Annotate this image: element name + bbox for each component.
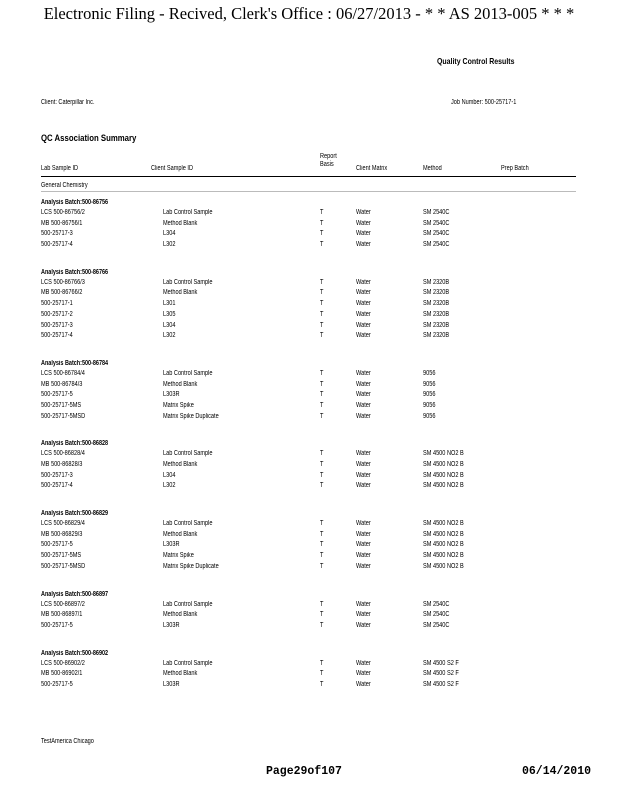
report-basis-cell: T: [320, 278, 324, 286]
report-basis-cell: T: [320, 310, 324, 318]
lab-sample-id-cell: 500-25717-1: [41, 300, 73, 308]
client-sample-id-cell: L304: [163, 471, 176, 479]
client-matrix-cell: Water: [356, 552, 371, 560]
client-sample-id-cell: Lab Control Sample: [163, 450, 213, 458]
report-basis-cell: T: [320, 530, 324, 538]
report-basis-cell: T: [320, 230, 324, 238]
client-matrix-cell: Water: [356, 670, 371, 678]
table-row: [0, 680, 618, 691]
method-cell: SM 4500 NO2 B: [423, 482, 464, 490]
client-sample-id-cell: L304: [163, 230, 176, 238]
header-report-basis-line1: Report: [320, 153, 337, 160]
client-matrix-cell: Water: [356, 562, 371, 570]
method-cell: SM 2540C: [423, 241, 450, 249]
client-matrix-cell: Water: [356, 600, 371, 608]
report-basis-cell: T: [320, 369, 324, 377]
table-row: [0, 380, 618, 391]
method-cell: SM 2320B: [423, 321, 450, 329]
analysis-batch-title-text: Analysis Batch:500-86766: [41, 268, 109, 276]
client-matrix-cell: Water: [356, 461, 371, 468]
lab-sample-id-cell: 500-25717-5MSD: [41, 562, 86, 570]
analysis-batch-title: [0, 438, 618, 449]
lab-sample-id-cell: MB 500-86766/2: [41, 289, 83, 297]
method-cell: SM 2540C: [423, 611, 450, 619]
client-sample-id-cell: Matrix Spike Duplicate: [163, 412, 219, 420]
method-cell: SM 2540C: [423, 621, 450, 629]
method-cell: 9056: [423, 412, 436, 420]
lab-sample-id-cell: LCS 500-86756/2: [41, 209, 85, 216]
header-lab-sample-id: Lab Sample ID: [41, 165, 79, 172]
table-row: [0, 369, 618, 380]
lab-sample-id-cell: LCS 500-86784/4: [41, 369, 85, 377]
analysis-batch-title-text: Analysis Batch:500-86828: [41, 440, 109, 448]
table-row: [0, 412, 618, 423]
table-row: [0, 481, 618, 492]
lab-sample-id-cell: 500-25717-5MS: [41, 401, 82, 409]
client-matrix-cell: Water: [356, 611, 371, 619]
footer-lab-name: TestAmerica Chicago: [41, 738, 94, 745]
filing-banner: Electronic Filing - Recived, Clerk's Office : 06/27/2013 - * * AS 2013-005 * * *: [43, 4, 575, 23]
footer-page-number: Page29of107: [266, 765, 342, 778]
table-row: [0, 240, 618, 251]
client-sample-id-cell: L302: [163, 332, 176, 340]
client-matrix-cell: Water: [356, 401, 371, 409]
header-client-sample-id: Client Sample ID: [151, 165, 194, 172]
report-basis-cell: T: [320, 520, 324, 528]
method-cell: SM 4500 NO2 B: [423, 562, 464, 570]
header-rule: [41, 176, 576, 177]
analysis-batch-title-text: Analysis Batch:500-86784: [41, 359, 109, 367]
report-basis-cell: T: [320, 659, 324, 667]
lab-sample-id-cell: 500-25717-5: [41, 621, 73, 629]
client-matrix-cell: Water: [356, 471, 371, 479]
lab-sample-id-cell: 500-25717-4: [41, 332, 73, 340]
analysis-batch-title-text: Analysis Batch:500-86897: [41, 590, 109, 598]
table-row: [0, 321, 618, 332]
analysis-batch-title-text: Analysis Batch:500-86756: [41, 199, 109, 206]
lab-sample-id-cell: MB 500-86828/3: [41, 461, 83, 468]
table-row: [0, 278, 618, 289]
client-sample-id-cell: Matrix Spike: [163, 552, 194, 560]
table-row: [0, 669, 618, 680]
lab-sample-id-cell: LCS 500-86828/4: [41, 450, 85, 458]
report-basis-cell: T: [320, 300, 324, 308]
method-cell: SM 2320B: [423, 332, 450, 340]
report-basis-cell: T: [320, 321, 324, 329]
client-matrix-cell: Water: [356, 621, 371, 629]
report-basis-cell: T: [320, 621, 324, 629]
report-title: Quality Control Results: [437, 56, 515, 66]
client-sample-id-cell: Method Blank: [163, 289, 198, 297]
lab-sample-id-cell: MB 500-86784/3: [41, 380, 83, 388]
report-basis-cell: T: [320, 450, 324, 458]
method-cell: SM 2320B: [423, 300, 450, 308]
client-sample-id-cell: L303R: [163, 621, 180, 629]
report-basis-cell: T: [320, 401, 324, 409]
client-sample-id-cell: Lab Control Sample: [163, 369, 213, 377]
method-cell: SM 4500 NO2 B: [423, 541, 464, 549]
report-basis-cell: T: [320, 219, 324, 227]
table-row: [0, 610, 618, 621]
table-row: [0, 331, 618, 342]
table-row: [0, 288, 618, 299]
client-matrix-cell: Water: [356, 680, 371, 688]
analysis-batch: [0, 508, 618, 572]
client-sample-id-cell: L302: [163, 241, 176, 249]
report-basis-cell: T: [320, 552, 324, 560]
table-row: [0, 600, 618, 611]
method-cell: 9056: [423, 369, 436, 377]
client-sample-id-cell: L301: [163, 300, 176, 308]
client-matrix-cell: Water: [356, 321, 371, 329]
client-sample-id-cell: Lab Control Sample: [163, 278, 213, 286]
client-matrix-cell: Water: [356, 278, 371, 286]
method-cell: SM 4500 NO2 B: [423, 450, 464, 458]
lab-sample-id-cell: 500-25717-3: [41, 230, 73, 238]
lab-sample-id-cell: MB 500-86902/1: [41, 670, 83, 678]
table-row: [0, 621, 618, 632]
lab-sample-id-cell: 500-25717-4: [41, 241, 73, 249]
client-matrix-cell: Water: [356, 300, 371, 308]
table-row: [0, 299, 618, 310]
method-cell: SM 4500 S2 F: [423, 659, 459, 667]
method-cell: SM 4500 NO2 B: [423, 471, 464, 479]
client-sample-id-cell: L303R: [163, 680, 180, 688]
lab-sample-id-cell: 500-25717-5: [41, 541, 73, 549]
client-sample-id-cell: Method Blank: [163, 611, 198, 619]
table-row: [0, 530, 618, 541]
report-basis-cell: T: [320, 380, 324, 388]
client-matrix-cell: Water: [356, 369, 371, 377]
method-cell: SM 4500 NO2 B: [423, 520, 464, 528]
report-basis-cell: T: [320, 241, 324, 249]
client-matrix-cell: Water: [356, 541, 371, 549]
method-cell: SM 4500 NO2 B: [423, 552, 464, 560]
batch-list: [0, 197, 618, 707]
analysis-batch-title: [0, 358, 618, 369]
table-row: [0, 460, 618, 471]
method-cell: SM 2540C: [423, 209, 450, 216]
method-cell: SM 2540C: [423, 600, 450, 608]
report-basis-cell: T: [320, 482, 324, 490]
client-matrix-cell: Water: [356, 241, 371, 249]
report-basis-cell: T: [320, 289, 324, 297]
table-row: [0, 659, 618, 670]
table-row: [0, 540, 618, 551]
client-line: Client: Caterpillar Inc.: [41, 99, 95, 106]
table-row: [0, 310, 618, 321]
analysis-batch: [0, 267, 618, 342]
table-row: [0, 208, 618, 219]
client-sample-id-cell: Lab Control Sample: [163, 600, 213, 608]
client-sample-id-cell: Method Blank: [163, 461, 198, 468]
lab-sample-id-cell: 500-25717-3: [41, 321, 73, 329]
client-matrix-cell: Water: [356, 219, 371, 227]
method-cell: SM 2320B: [423, 278, 450, 286]
client-sample-id-cell: L304: [163, 321, 176, 329]
lab-sample-id-cell: 500-25717-4: [41, 482, 73, 490]
client-sample-id-cell: Method Blank: [163, 219, 198, 227]
client-matrix-cell: Water: [356, 391, 371, 399]
report-basis-cell: T: [320, 461, 324, 468]
table-row: [0, 229, 618, 240]
analysis-batch: [0, 648, 618, 691]
footer-date: 06/14/2010: [522, 765, 592, 778]
method-cell: SM 4500 NO2 B: [423, 461, 464, 468]
table-row: [0, 219, 618, 230]
client-sample-id-cell: Matrix Spike: [163, 401, 194, 409]
header-method: Method: [423, 165, 442, 172]
client-matrix-cell: Water: [356, 530, 371, 538]
lab-sample-id-cell: 500-25717-5MS: [41, 552, 82, 560]
method-cell: SM 2540C: [423, 230, 450, 238]
client-matrix-cell: Water: [356, 482, 371, 490]
table-row: [0, 390, 618, 401]
report-basis-cell: T: [320, 541, 324, 549]
lab-sample-id-cell: 500-25717-5: [41, 391, 73, 399]
method-cell: 9056: [423, 391, 436, 399]
lab-sample-id-cell: 500-25717-3: [41, 471, 73, 479]
report-basis-cell: T: [320, 611, 324, 619]
client-matrix-cell: Water: [356, 289, 371, 297]
lab-sample-id-cell: LCS 500-86766/3: [41, 278, 85, 286]
analysis-batch-title: [0, 648, 618, 659]
report-basis-cell: T: [320, 562, 324, 570]
report-basis-cell: T: [320, 209, 324, 216]
table-row: [0, 562, 618, 573]
analysis-batch-title-text: Analysis Batch:500-86902: [41, 649, 109, 657]
lab-sample-id-cell: LCS 500-86829/4: [41, 520, 85, 528]
client-matrix-cell: Water: [356, 209, 371, 216]
client-sample-id-cell: Method Blank: [163, 530, 198, 538]
header-client-matrix: Client Matrix: [356, 165, 388, 172]
analysis-batch: [0, 358, 618, 422]
method-cell: 9056: [423, 401, 436, 409]
client-matrix-cell: Water: [356, 450, 371, 458]
client-sample-id-cell: Method Blank: [163, 670, 198, 678]
method-cell: 9056: [423, 380, 436, 388]
client-sample-id-cell: Method Blank: [163, 380, 198, 388]
analysis-batch-title-text: Analysis Batch:500-86829: [41, 510, 109, 518]
client-matrix-cell: Water: [356, 332, 371, 340]
client-sample-id-cell: Lab Control Sample: [163, 209, 213, 216]
report-basis-cell: T: [320, 332, 324, 340]
analysis-batch-title: [0, 508, 618, 519]
lab-sample-id-cell: 500-25717-5MSD: [41, 412, 86, 420]
lab-sample-id-cell: LCS 500-86897/2: [41, 600, 85, 608]
analysis-batch-title: [0, 197, 618, 208]
section-label: General Chemistry: [41, 182, 88, 189]
method-cell: SM 2320B: [423, 310, 450, 318]
method-cell: SM 4500 NO2 B: [423, 530, 464, 538]
method-cell: SM 2540C: [423, 219, 450, 227]
client-sample-id-cell: Lab Control Sample: [163, 659, 213, 667]
client-matrix-cell: Water: [356, 380, 371, 388]
table-row: [0, 449, 618, 460]
report-basis-cell: T: [320, 670, 324, 678]
analysis-batch: [0, 589, 618, 632]
client-sample-id-cell: L303R: [163, 541, 180, 549]
report-basis-cell: T: [320, 471, 324, 479]
table-row: [0, 401, 618, 412]
analysis-batch-title: [0, 267, 618, 278]
summary-title: QC Association Summary: [41, 133, 137, 144]
lab-sample-id-cell: 500-25717-5: [41, 680, 73, 688]
job-number-line: Job Number: 500-25717-1: [451, 99, 517, 106]
client-sample-id-cell: Matrix Spike Duplicate: [163, 562, 219, 570]
lab-sample-id-cell: MB 500-86829/3: [41, 530, 83, 538]
table-row: [0, 551, 618, 562]
report-basis-cell: T: [320, 391, 324, 399]
analysis-batch-title: [0, 589, 618, 600]
method-cell: SM 4500 S2 F: [423, 680, 459, 688]
method-cell: SM 2320B: [423, 289, 450, 297]
client-matrix-cell: Water: [356, 230, 371, 238]
analysis-batch: [0, 197, 618, 251]
lab-sample-id-cell: MB 500-86756/1: [41, 219, 83, 227]
header-report-basis: [320, 153, 337, 169]
client-matrix-cell: Water: [356, 412, 371, 420]
report-basis-cell: T: [320, 412, 324, 420]
report-basis-cell: T: [320, 680, 324, 688]
client-matrix-cell: Water: [356, 659, 371, 667]
header-prep-batch: Prep Batch: [501, 165, 529, 172]
lab-sample-id-cell: LCS 500-86902/2: [41, 659, 85, 667]
client-matrix-cell: Water: [356, 520, 371, 528]
lab-sample-id-cell: 500-25717-2: [41, 310, 73, 318]
analysis-batch: [0, 438, 618, 492]
client-sample-id-cell: L303R: [163, 391, 180, 399]
table-row: [0, 471, 618, 482]
client-sample-id-cell: L302: [163, 482, 176, 490]
header-report-basis-line2: Basis: [320, 161, 334, 168]
client-matrix-cell: Water: [356, 310, 371, 318]
client-sample-id-cell: Lab Control Sample: [163, 520, 213, 528]
report-basis-cell: T: [320, 600, 324, 608]
method-cell: SM 4500 S2 F: [423, 670, 459, 678]
lab-sample-id-cell: MB 500-86897/1: [41, 611, 83, 619]
table-row: [0, 519, 618, 530]
section-rule: [41, 191, 576, 192]
client-sample-id-cell: L305: [163, 310, 176, 318]
